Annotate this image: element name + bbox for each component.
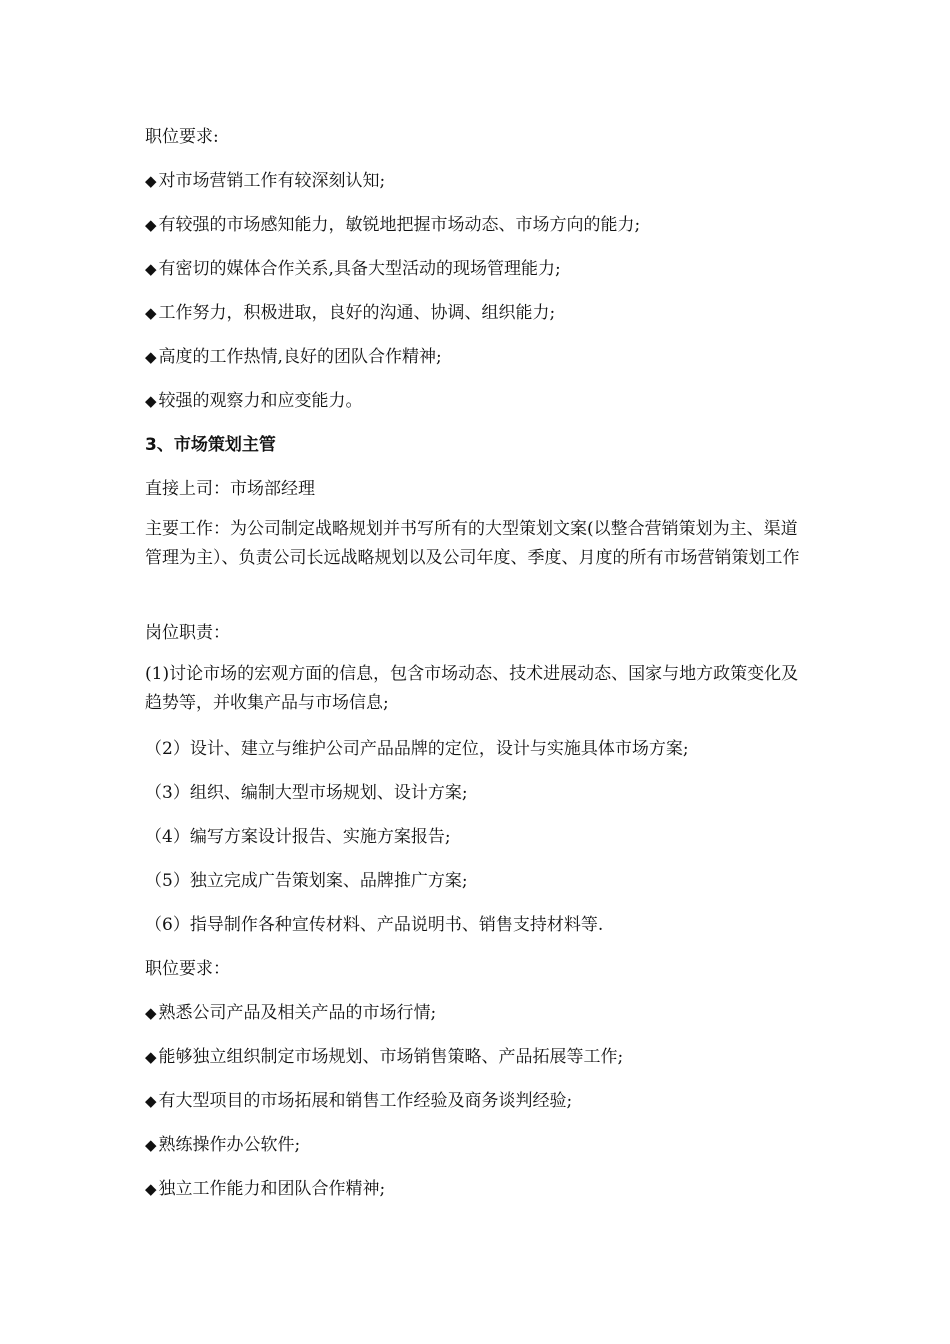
diamond-bullet-icon: ◆ [145, 1092, 157, 1110]
diamond-bullet-icon: ◆ [145, 172, 157, 190]
requirement-item: ◆ 能够独立组织制定市场规划、市场销售策略、产品拓展等工作; [145, 1047, 624, 1067]
requirement-item: ◆ 有较强的市场感知能力，敏锐地把握市场动态、市场方向的能力; [145, 215, 641, 235]
diamond-bullet-icon: ◆ [145, 348, 157, 366]
requirement-item: ◆ 有大型项目的市场拓展和销售工作经验及商务谈判经验; [145, 1091, 573, 1111]
requirement-item: ◆ 对市场营销工作有较深刻认知; [145, 171, 386, 191]
diamond-bullet-icon: ◆ [145, 1004, 157, 1022]
requirement-item: ◆ 独立工作能力和团队合作精神; [145, 1179, 386, 1199]
requirement-item: ◆ 工作努力，积极进取，良好的沟通、协调、组织能力; [145, 303, 556, 323]
diamond-bullet-icon: ◆ [145, 216, 157, 234]
duty-item: （6）指导制作各种宣传材料、产品说明书、销售支持材料等. [145, 915, 604, 935]
supervisor-line: 直接上司：市场部经理 [145, 479, 315, 499]
duty-item: (1)讨论市场的宏观方面的信息，包含市场动态、技术进展动态、国家与地方政策变化及趋势等，并收集产品与市场信息; [145, 664, 799, 713]
section-heading: 3、市场策划主管 [145, 435, 276, 455]
diamond-bullet-icon: ◆ [145, 260, 157, 278]
requirement-item: ◆ 熟悉公司产品及相关产品的市场行情; [145, 1003, 437, 1023]
duties-title: 岗位职责： [145, 623, 230, 643]
duty-item: （4）编写方案设计报告、实施方案报告; [145, 827, 451, 847]
duty-item: （5）独立完成广告策划案、品牌推广方案; [145, 871, 468, 891]
diamond-bullet-icon: ◆ [145, 1180, 157, 1198]
requirement-item: ◆ 有密切的媒体合作关系,具备大型活动的现场管理能力; [145, 259, 561, 279]
requirements-title: 职位要求： [145, 959, 230, 979]
duty-item: （2）设计、建立与维护公司产品品牌的定位，设计与实施具体市场方案; [145, 739, 689, 759]
main-work-paragraph: 主要工作：为公司制定战略规划并书写所有的大型策划文案(以整合营销策划为主、渠道管理为主）、负责公司长远战略规划以及公司年度、季度、月度的所有市场营销策划工作 [145, 519, 800, 568]
requirement-item: ◆ 较强的观察力和应变能力。 [145, 391, 363, 411]
requirement-item: ◆ 高度的工作热情,良好的团队合作精神; [145, 347, 442, 367]
diamond-bullet-icon: ◆ [145, 1048, 157, 1066]
requirement-item: ◆ 熟练操作办公软件; [145, 1135, 301, 1155]
diamond-bullet-icon: ◆ [145, 1136, 157, 1154]
requirements-title: 职位要求: [145, 127, 219, 147]
duty-item: （3）组织、编制大型市场规划、设计方案; [145, 783, 468, 803]
diamond-bullet-icon: ◆ [145, 304, 157, 322]
diamond-bullet-icon: ◆ [145, 392, 157, 410]
